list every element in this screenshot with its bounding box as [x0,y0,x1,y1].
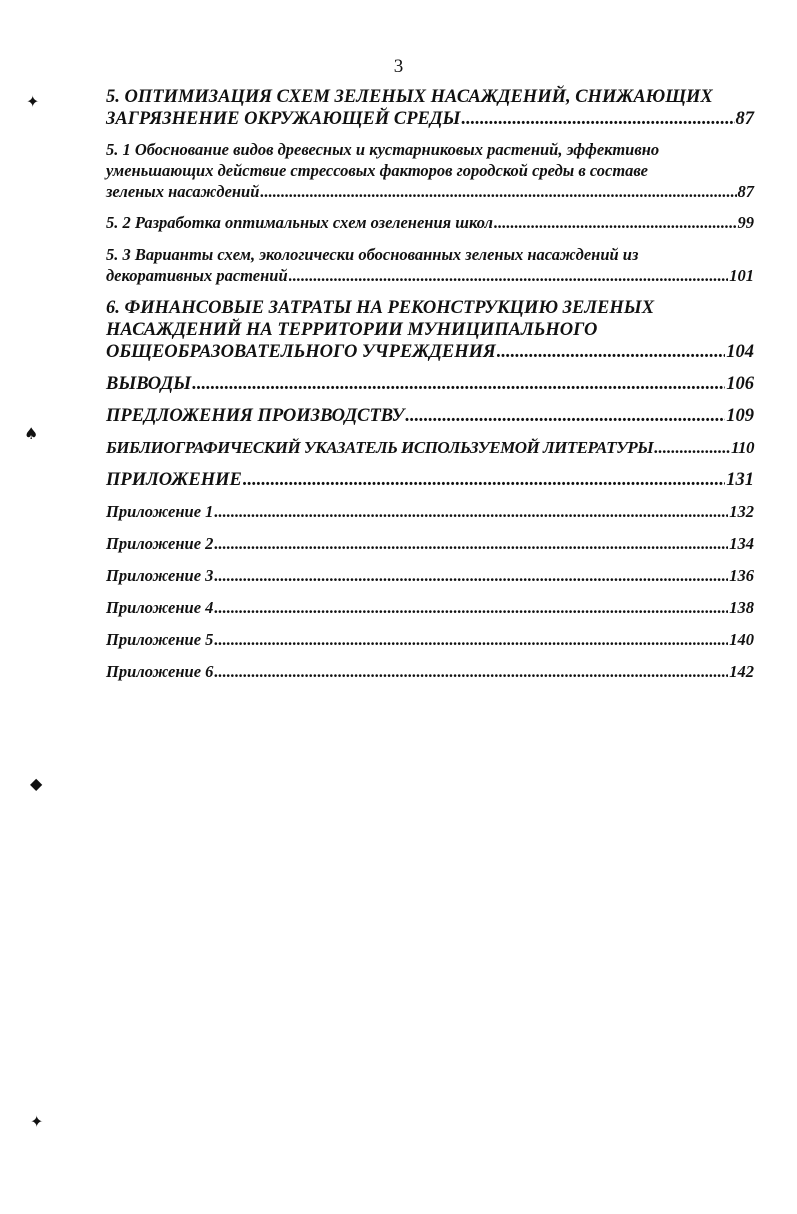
dot-leader [214,565,728,586]
dot-leader [214,501,728,522]
toc-entry-bibliography[interactable] [106,437,754,459]
dot-leader [461,108,734,130]
toc-page-number: 106 [726,374,754,394]
toc-entry-text: 5. 1 Обоснование видов древесных и кустарниковых растений, эффективно [106,140,660,159]
toc-entry-text: НАСАЖДЕНИЙ НА ТЕРРИТОРИИ МУНИЦИПАЛЬНОГО [106,320,598,340]
toc-page-number: 101 [729,266,754,285]
toc-entry-text: Приложение 3 [106,566,214,585]
toc-page-number: 132 [729,502,754,521]
scan-mark-icon: ◆ [30,774,43,793]
toc-page-number: 109 [726,406,754,426]
scan-mark-icon: ♠ [24,424,39,443]
toc-page-number: 110 [730,438,754,457]
toc-page-number: 99 [737,213,754,232]
toc-page-number: 140 [729,630,754,649]
toc-entry-text: зеленых насаждений [106,182,260,201]
dot-leader [260,181,736,202]
toc-entry-section-6[interactable] [106,297,754,363]
dot-leader [654,437,730,459]
toc-entry-text: Приложение 1 [106,502,214,521]
dot-leader [214,661,728,682]
toc-entry-appendix-1[interactable] [106,501,754,522]
toc-entry-text: ПРИЛОЖЕНИЕ [106,470,242,490]
toc-entry-section-5-1[interactable] [106,139,754,202]
toc-page-number: 104 [726,342,754,362]
dot-leader [289,265,729,286]
dot-leader [497,341,725,363]
toc-entry-section-5[interactable] [106,86,754,130]
toc-entry-appendix[interactable] [106,469,754,491]
toc-entry-text: Приложение 5 [106,630,214,649]
toc-entry-text: Приложение 4 [106,598,214,617]
toc-entry-text: Приложение 2 [106,534,214,553]
dot-leader [214,597,728,618]
toc-entry-text: Приложение 6 [106,662,214,681]
toc-entry-text: ПРЕДЛОЖЕНИЯ ПРОИЗВОДСТВУ [106,406,405,426]
toc-page-number: 142 [729,662,754,681]
dot-leader [214,629,728,650]
toc-page-number: 136 [729,566,754,585]
dot-leader [214,533,728,554]
toc-entry-text: 5. 2 Разработка оптимальных схем озеленения школ [106,213,494,232]
toc-entry-text: ВЫВОДЫ [106,374,192,394]
toc-entry-appendix-2[interactable] [106,533,754,554]
scan-mark-icon: ✦ [30,1112,44,1131]
toc-entry-text: 5. ОПТИМИЗАЦИЯ СХЕМ ЗЕЛЕНЫХ НАСАЖДЕНИЙ, СНИЖАЮЩИХ [106,87,713,107]
toc-entry-proposals[interactable] [106,405,754,427]
toc-entry-appendix-5[interactable] [106,629,754,650]
toc-page-number: 87 [735,109,754,129]
toc-page-number: 138 [729,598,754,617]
toc-entry-text: ЗАГРЯЗНЕНИЕ ОКРУЖАЮЩЕЙ СРЕДЫ [106,109,461,129]
toc-entry-appendix-3[interactable] [106,565,754,586]
scan-mark-icon: ✦ [26,92,40,111]
toc-entry-conclusions[interactable] [106,373,754,395]
toc-entry-section-5-3[interactable] [106,244,754,286]
dot-leader [494,212,736,233]
dot-leader [243,469,725,491]
toc-entry-text: БИБЛИОГРАФИЧЕСКИЙ УКАЗАТЕЛЬ ИСПОЛЬЗУЕМОЙ ЛИТЕРАТУРЫ [106,438,654,457]
toc-entry-text: 6. ФИНАНСОВЫЕ ЗАТРАТЫ НА РЕКОНСТРУКЦИЮ ЗЕЛЕНЫХ [106,298,655,318]
toc-entry-text: 5. 3 Варианты схем, экологически обоснованных зеленых насаждений из [106,245,639,264]
toc-entry-text: ОБЩЕОБРАЗОВАТЕЛЬНОГО УЧРЕЖДЕНИЯ [106,342,496,362]
toc-entry-text: уменьшающих действие стрессовых факторов городской среды в составе [106,161,648,180]
toc-entry-section-5-2[interactable] [106,212,754,233]
toc-entry-appendix-4[interactable] [106,597,754,618]
dot-leader [405,405,725,427]
toc-page-number: 87 [737,182,754,201]
dot-leader [192,373,725,395]
toc-page-number: 134 [729,534,754,553]
toc-entry-appendix-6[interactable] [106,661,754,682]
table-of-contents [106,86,754,682]
page-number: 3 [393,56,404,77]
toc-entry-text: декоративных растений [106,266,288,285]
toc-page-number: 131 [726,470,754,490]
